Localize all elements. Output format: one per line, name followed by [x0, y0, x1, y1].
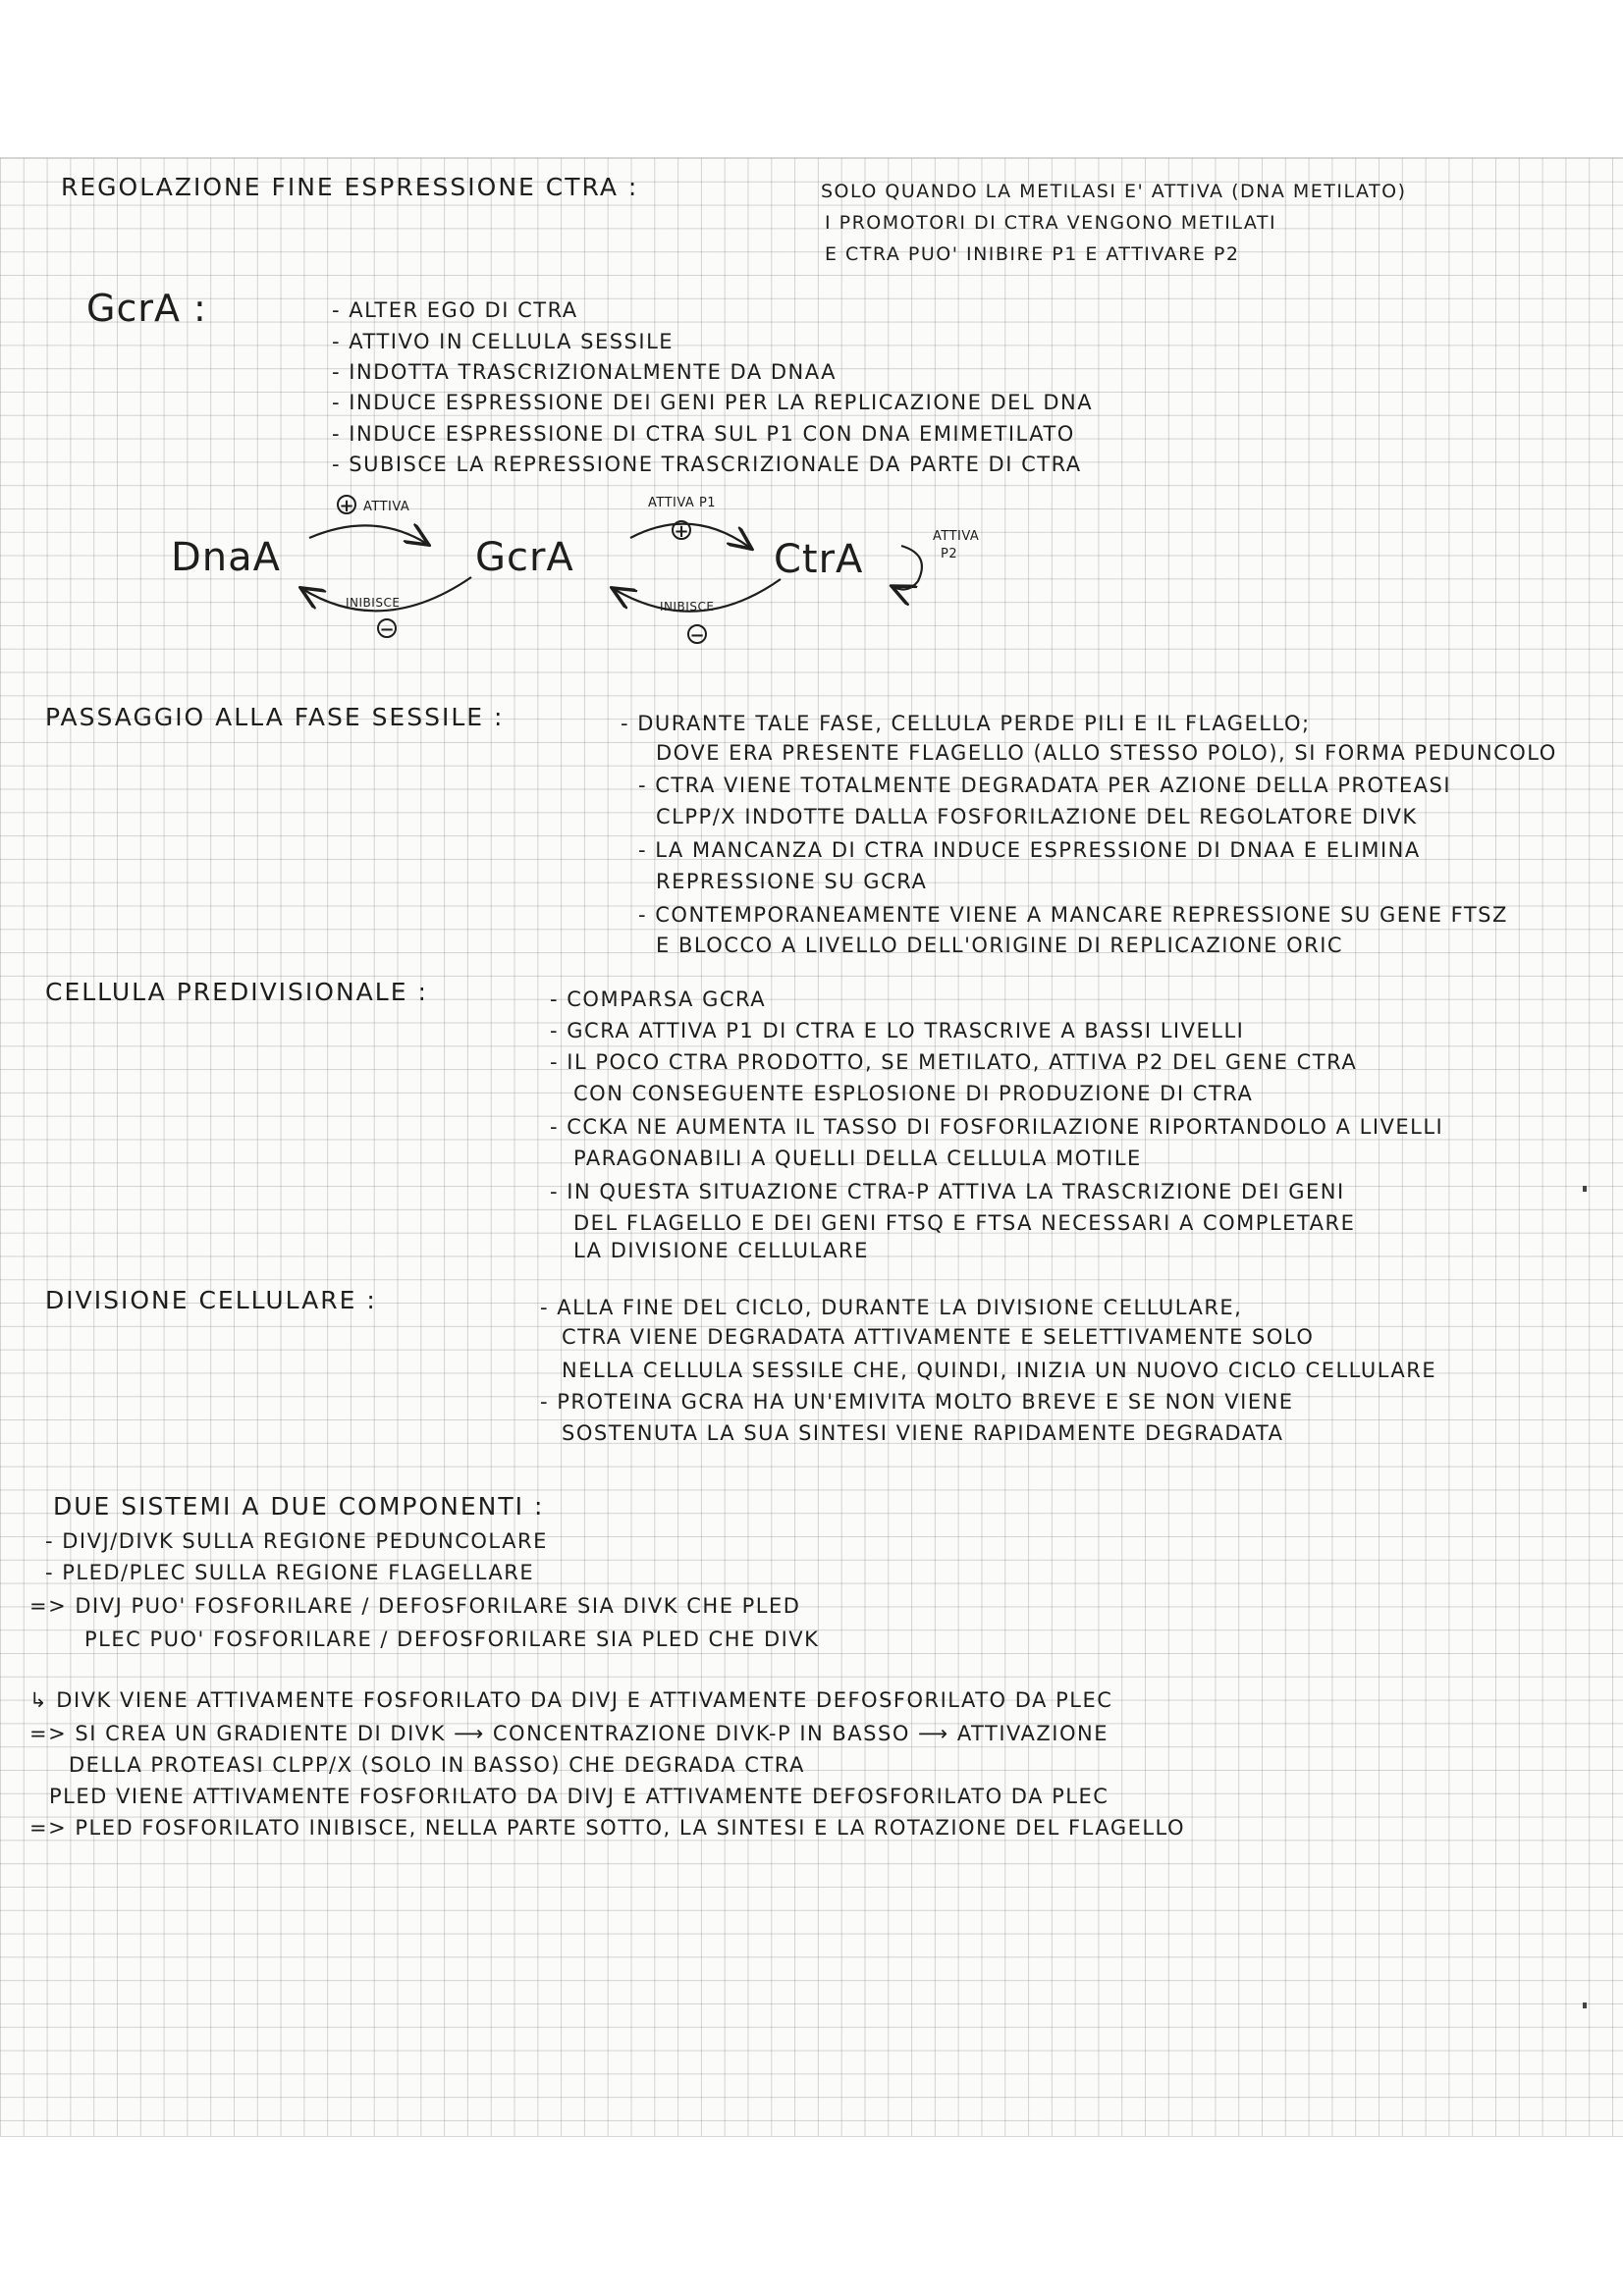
divisione-line-4: - PROTEINA GCRA HA UN'EMIVITA MOLTO BREVE E SE NON VIENE — [540, 1390, 1294, 1414]
sessile-line-5: - LA MANCANZA DI CTRA INDUCE ESPRESSIONE DI DNAA E ELIMINA — [638, 838, 1421, 862]
due-sistemi-line-4: PLEC PUO' FOSFORILARE / DEFOSFORILARE SIA PLED CHE DIVK — [84, 1628, 820, 1651]
due-sistemi-line-7: DELLA PROTEASI CLPP/X (SOLO IN BASSO) CHE DEGRADA CTRA — [69, 1753, 805, 1777]
predivisionale-line-3: - IL POCO CTRA PRODOTTO, SE METILATO, ATTIVA P2 DEL GENE CTRA — [550, 1050, 1358, 1074]
regolazione-note-1: SOLO QUANDO LA METILASI E' ATTIVA (DNA METILATO) — [821, 181, 1407, 202]
heading-fase-sessile: PASSAGGIO ALLA FASE SESSILE : — [45, 703, 505, 731]
predivisionale-line-2: - GCRA ATTIVA P1 DI CTRA E LO TRASCRIVE A BASSI LIVELLI — [550, 1019, 1245, 1042]
predivisionale-line-5: - CCKA NE AUMENTA IL TASSO DI FOSFORILAZIONE RIPORTANDOLO A LIVELLI — [550, 1115, 1444, 1139]
divisione-line-1: - ALLA FINE DEL CICLO, DURANTE LA DIVISIONE CELLULARE, — [540, 1296, 1243, 1319]
predivisionale-line-4: CON CONSEGUENTE ESPLOSIONE DI PRODUZIONE DI CTRA — [573, 1082, 1254, 1105]
label-inibisce-2: INIBISCE — [660, 600, 715, 614]
plus-sign-2: + — [672, 520, 691, 540]
margin-mark-2 — [1583, 2002, 1587, 2008]
predivisionale-line-7: - IN QUESTA SITUAZIONE CTRA-P ATTIVA LA TRASCRIZIONE DEI GENI — [550, 1180, 1345, 1203]
sessile-line-6: REPRESSIONE SU GCRA — [656, 870, 928, 893]
due-sistemi-line-9: => PLED FOSFORILATO INIBISCE, NELLA PARTE SOTTO, LA SINTESI E LA ROTAZIONE DEL FLAGELLO — [29, 1816, 1186, 1840]
node-ctra: CtrA — [774, 537, 864, 582]
predivisionale-line-6: PARAGONABILI A QUELLI DELLA CELLULA MOTILE — [573, 1147, 1142, 1170]
divisione-line-5: SOSTENUTA LA SUA SINTESI VIENE RAPIDAMENTE DEGRADATA — [562, 1421, 1284, 1445]
due-sistemi-line-2: - PLED/PLEC SULLA REGIONE FLAGELLARE — [45, 1561, 535, 1584]
label-p2-self: P2 — [941, 547, 958, 561]
label-inibisce-1: INIBISCE — [346, 596, 401, 610]
sessile-line-3: - CTRA VIENE TOTALMENTE DEGRADATA PER AZIONE DELLA PROTEASI — [638, 774, 1452, 797]
due-sistemi-line-6: => SI CREA UN GRADIENTE DI DIVK ⟶ CONCENTRAZIONE DIVK-P IN BASSO ⟶ ATTIVAZIONE — [29, 1722, 1109, 1745]
sessile-line-2: DOVE ERA PRESENTE FLAGELLO (ALLO STESSO POLO), SI FORMA PEDUNCOLO — [656, 741, 1557, 765]
predivisionale-line-8: DEL FLAGELLO E DEI GENI FTSQ E FTSA NECESSARI A COMPLETARE — [573, 1211, 1356, 1235]
heading-regolazione: REGOLAZIONE FINE ESPRESSIONE CTRA : — [61, 173, 639, 201]
gcra-item-6: - SUBISCE LA REPRESSIONE TRASCRIZIONALE DA PARTE DI CTRA — [332, 453, 1082, 476]
sessile-line-1: - DURANTE TALE FASE, CELLULA PERDE PILI E IL FLAGELLO; — [621, 712, 1311, 735]
node-dnaa: DnaA — [171, 535, 282, 580]
predivisionale-line-1: - COMPARSA GCRA — [550, 988, 767, 1011]
sessile-line-7: - CONTEMPORANEAMENTE VIENE A MANCARE REPRESSIONE SU GENE FTSZ — [638, 903, 1508, 927]
gcra-item-2: - ATTIVO IN CELLULA SESSILE — [332, 330, 675, 353]
minus-sign-2: − — [687, 624, 707, 644]
gcra-item-3: - INDOTTA TRASCRIZIONALMENTE DA DNAA — [332, 360, 838, 384]
heading-predivisionale: CELLULA PREDIVISIONALE : — [45, 978, 428, 1006]
due-sistemi-line-8: PLED VIENE ATTIVAMENTE FOSFORILATO DA DIVJ E ATTIVAMENTE DEFOSFORILATO DA PLEC — [49, 1785, 1109, 1808]
margin-mark-1 — [1583, 1186, 1587, 1192]
node-gcra: GcrA — [475, 535, 574, 580]
due-sistemi-line-1: - DIVJ/DIVK SULLA REGIONE PEDUNCOLARE — [45, 1529, 548, 1553]
label-attiva-p1: ATTIVA P1 — [648, 496, 717, 510]
heading-due-sistemi: DUE SISTEMI A DUE COMPONENTI : — [53, 1492, 545, 1521]
gcra-item-5: - INDUCE ESPRESSIONE DI CTRA SUL P1 CON DNA EMIMETILATO — [332, 422, 1075, 446]
divisione-line-2: CTRA VIENE DEGRADATA ATTIVAMENTE E SELETTIVAMENTE SOLO — [562, 1325, 1315, 1349]
due-sistemi-line-3: => DIVJ PUO' FOSFORILARE / DEFOSFORILARE SIA DIVK CHE PLED — [29, 1594, 801, 1618]
sessile-line-8: E BLOCCO A LIVELLO DELL'ORIGINE DI REPLICAZIONE ORIC — [656, 934, 1344, 957]
regolazione-note-3: E CTRA PUO' INIBIRE P1 E ATTIVARE P2 — [825, 243, 1240, 265]
gcra-title: GcrA : — [86, 287, 207, 330]
gcra-item-4: - INDUCE ESPRESSIONE DEI GENI PER LA REPLICAZIONE DEL DNA — [332, 391, 1094, 414]
sessile-line-4: CLPP/X INDOTTE DALLA FOSFORILAZIONE DEL REGOLATORE DIVK — [656, 805, 1418, 828]
due-sistemi-line-5: ↳ DIVK VIENE ATTIVAMENTE FOSFORILATO DA DIVJ E ATTIVAMENTE DEFOSFORILATO DA PLEC — [29, 1688, 1113, 1712]
minus-sign-1: − — [377, 618, 397, 638]
label-attiva-self: ATTIVA — [933, 529, 980, 544]
label-attiva-1: ATTIVA — [363, 500, 410, 514]
divisione-line-3: NELLA CELLULA SESSILE CHE, QUINDI, INIZIA UN NUOVO CICLO CELLULARE — [562, 1359, 1437, 1382]
predivisionale-line-9: LA DIVISIONE CELLULARE — [573, 1239, 869, 1262]
plus-sign-1: + — [337, 495, 356, 514]
gcra-item-1: - ALTER EGO DI CTRA — [332, 298, 578, 322]
heading-divisione: DIVISIONE CELLULARE : — [45, 1286, 377, 1314]
regolazione-note-2: I PROMOTORI DI CTRA VENGONO METILATI — [825, 212, 1277, 234]
